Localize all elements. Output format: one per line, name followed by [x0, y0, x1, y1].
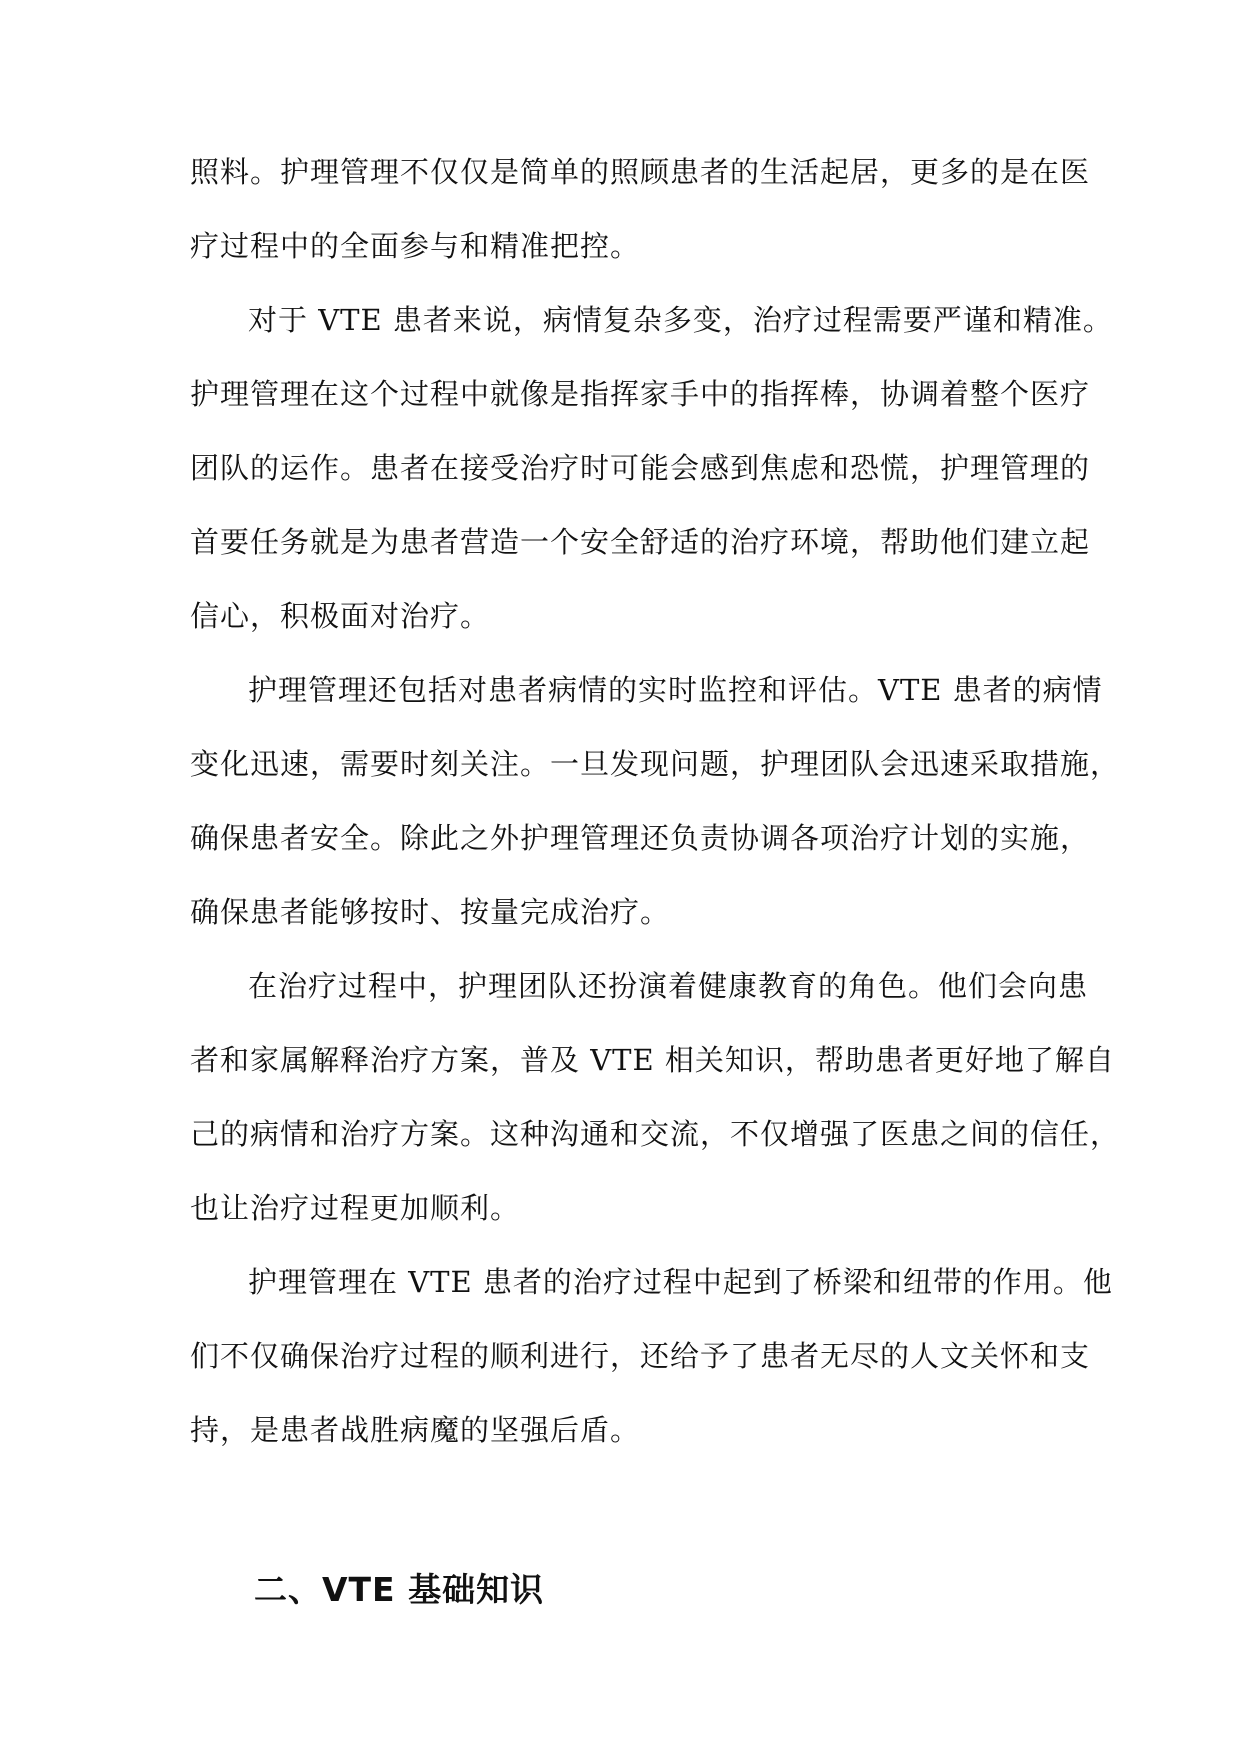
paragraph-line: 护理管理在 VTE 患者的治疗过程中起到了桥梁和纽带的作用。他: [248, 1265, 1113, 1299]
paragraph-line: 疗过程中的全面参与和精准把控。: [190, 229, 641, 263]
paragraph-line: 团队的运作。患者在接受治疗时可能会感到焦虑和恐慌，护理管理的: [190, 451, 1091, 485]
paragraph-line: 变化迅速，需要时刻关注。一旦发现问题，护理团队会迅速采取措施，: [190, 747, 1121, 781]
paragraph-line: 者和家属解释治疗方案，普及 VTE 相关知识，帮助患者更好地了解自: [190, 1043, 1115, 1077]
paragraph-line: 确保患者安全。除此之外护理管理还负责协调各项治疗计划的实施，: [190, 821, 1091, 855]
paragraph-line: 护理管理在这个过程中就像是指挥家手中的指挥棒，协调着整个医疗: [190, 377, 1091, 411]
paragraph-line: 在治疗过程中，护理团队还扮演着健康教育的角色。他们会向患: [248, 969, 1089, 1003]
paragraph-line: 首要任务就是为患者营造一个安全舒适的治疗环境，帮助他们建立起: [190, 525, 1091, 559]
paragraph-line: 持，是患者战胜病魔的坚强后盾。: [190, 1413, 641, 1447]
section-heading: 二、VTE 基础知识: [254, 1570, 545, 1609]
paragraph-line: 己的病情和治疗方案。这种沟通和交流，不仅增强了医患之间的信任，: [190, 1117, 1121, 1151]
paragraph-line: 们不仅确保治疗过程的顺利进行，还给予了患者无尽的人文关怀和支: [190, 1339, 1091, 1373]
paragraph-line: 对于 VTE 患者来说，病情复杂多变，治疗过程需要严谨和精准。: [248, 303, 1113, 337]
paragraph-line: 护理管理还包括对患者病情的实时监控和评估。VTE 患者的病情: [248, 673, 1103, 707]
paragraph-line: 确保患者能够按时、按量完成治疗。: [190, 895, 671, 929]
paragraph-line: 照料。护理管理不仅仅是简单的照顾患者的生活起居，更多的是在医: [190, 155, 1091, 189]
paragraph-line: 也让治疗过程更加顺利。: [190, 1191, 521, 1225]
paragraph-line: 信心，积极面对治疗。: [190, 599, 491, 633]
